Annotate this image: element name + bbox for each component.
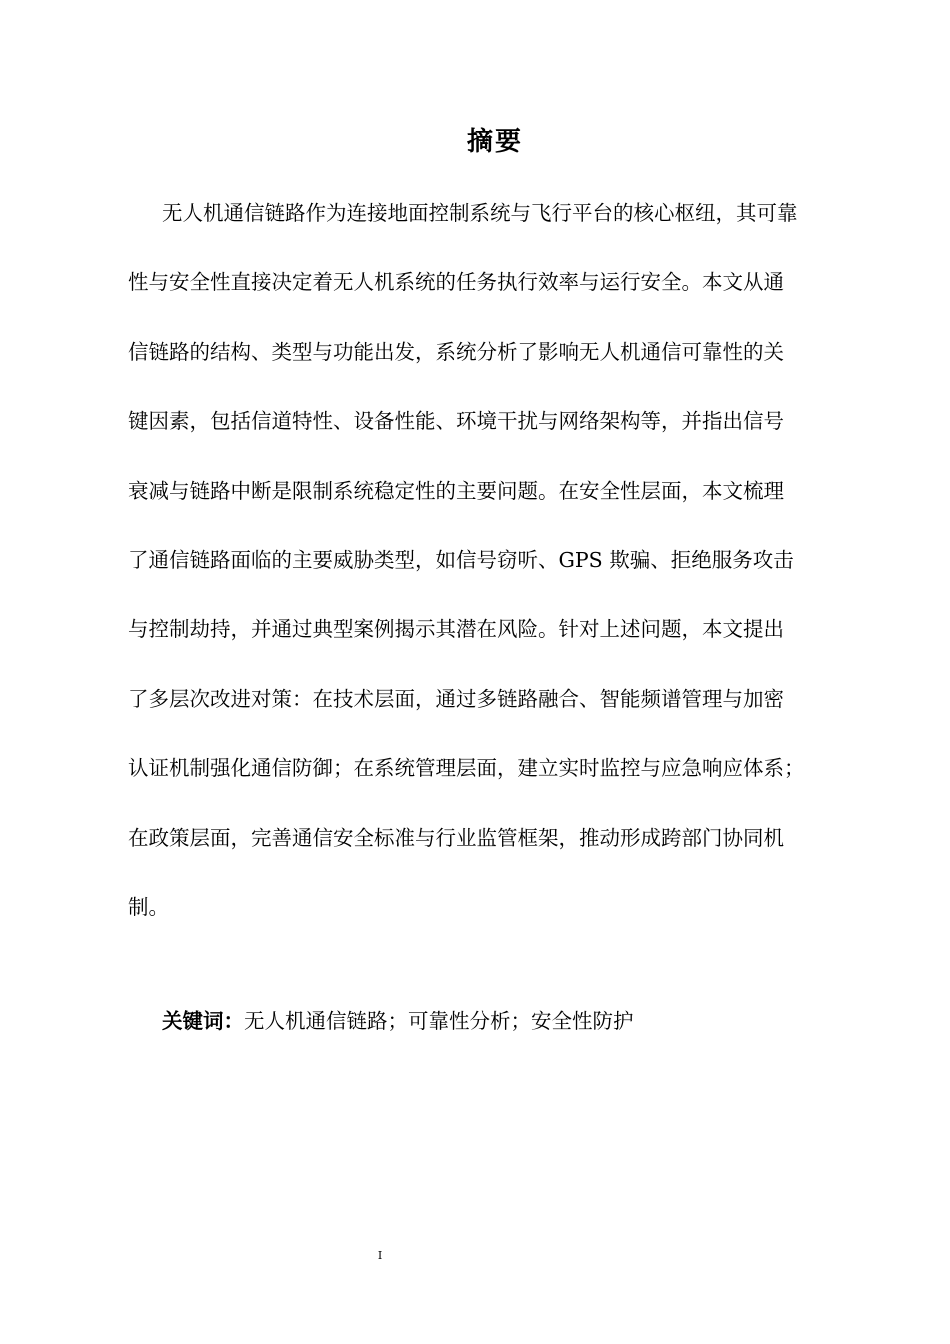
- keywords: [162, 998, 634, 1044]
- abstract-line: 制。: [128, 894, 169, 919]
- abstract-line: 衰减与链路中断是限制系统稳定性的主要问题。在安全性层面，本文梳理: [128, 478, 784, 503]
- abstract-line: 无人机通信链路作为连接地面控制系统与飞行平台的核心枢纽，其可靠: [162, 201, 798, 225]
- abstract-line: 在政策层面，完善通信安全标准与行业监管框架，推动形成跨部门协同机: [128, 825, 784, 850]
- abstract-line: 了多层次改进对策：在技术层面，通过多链路融合、智能频谱管理与加密: [128, 686, 784, 711]
- abstract-line: 了通信链路面临的主要威胁类型，如信号窃听、GPS 欺骗、拒绝服务攻击: [128, 547, 794, 572]
- abstract-line: 键因素，包括信道特性、设备性能、环境干扰与网络架构等，并指出信号: [128, 409, 784, 434]
- keywords-label: 关键词：: [162, 1009, 244, 1033]
- abstract-body: [128, 190, 868, 953]
- keywords-text: 无人机通信链路；可靠性分析；安全性防护: [244, 1009, 634, 1033]
- abstract-line: 与控制劫持，并通过典型案例揭示其潜在风险。针对上述问题，本文提出: [128, 617, 784, 642]
- abstract-line: 性与安全性直接决定着无人机系统的任务执行效率与运行安全。本文从通: [128, 270, 784, 295]
- abstract-line: 信链路的结构、类型与功能出发，系统分析了影响无人机通信可靠性的关: [128, 339, 784, 364]
- page-number: I: [377, 1249, 383, 1262]
- page-title: 摘要: [466, 127, 523, 157]
- abstract-line: 认证机制强化通信防御；在系统管理层面，建立实时监控与应急响应体系；: [128, 756, 805, 781]
